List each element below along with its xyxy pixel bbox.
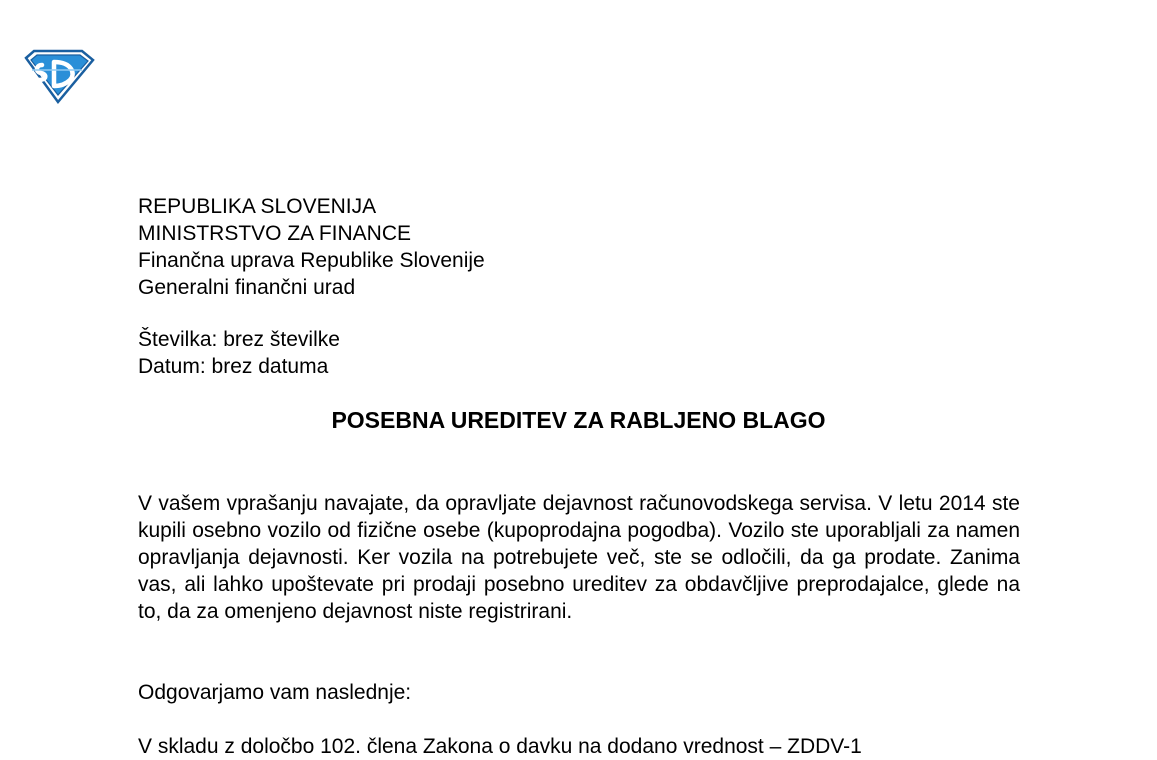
header-line-administration: Finančna uprava Republike Slovenije	[138, 249, 485, 272]
body-paragraph-question: V vašem vprašanju navajate, da opravljate dejavnost računovodskega servisa. V letu 2014 ste kupili osebno vozilo od fizične osebe (kupoprodajna pogodba). Vozilo ste uporabljali za namen opravljanja dejavnosti. Ker vozila na potrebujete več, ste se odločili, da ga prodate. Zanima vas, ali lahko upoštevate pri prodaji posebno ureditev za obdavčljive preprodajalce, glede na to, da za omenjeno dejavnost niste registrirani.	[138, 492, 1020, 623]
document-meta	[138, 326, 340, 380]
header-line-country: REPUBLIKA SLOVENIJA	[138, 195, 377, 218]
document-title: POSEBNA UREDITEV ZA RABLJENO BLAGO	[331, 407, 826, 433]
document-number: Številka: brez številke	[138, 328, 340, 351]
document-date: Datum: brez datuma	[138, 355, 329, 378]
body-paragraph-answer-intro: Odgovarjamo vam naslednje:	[138, 681, 412, 704]
body-paragraph-legal-basis: V skladu z določbo 102. člena Zakona o davku na dodano vrednost – ZDDV-1	[138, 735, 862, 758]
header-line-office: Generalni finančni urad	[138, 276, 356, 299]
issuer-header	[138, 193, 485, 301]
ministry-logo-icon	[22, 48, 96, 104]
header-line-ministry: MINISTRSTVO ZA FINANCE	[138, 222, 412, 245]
